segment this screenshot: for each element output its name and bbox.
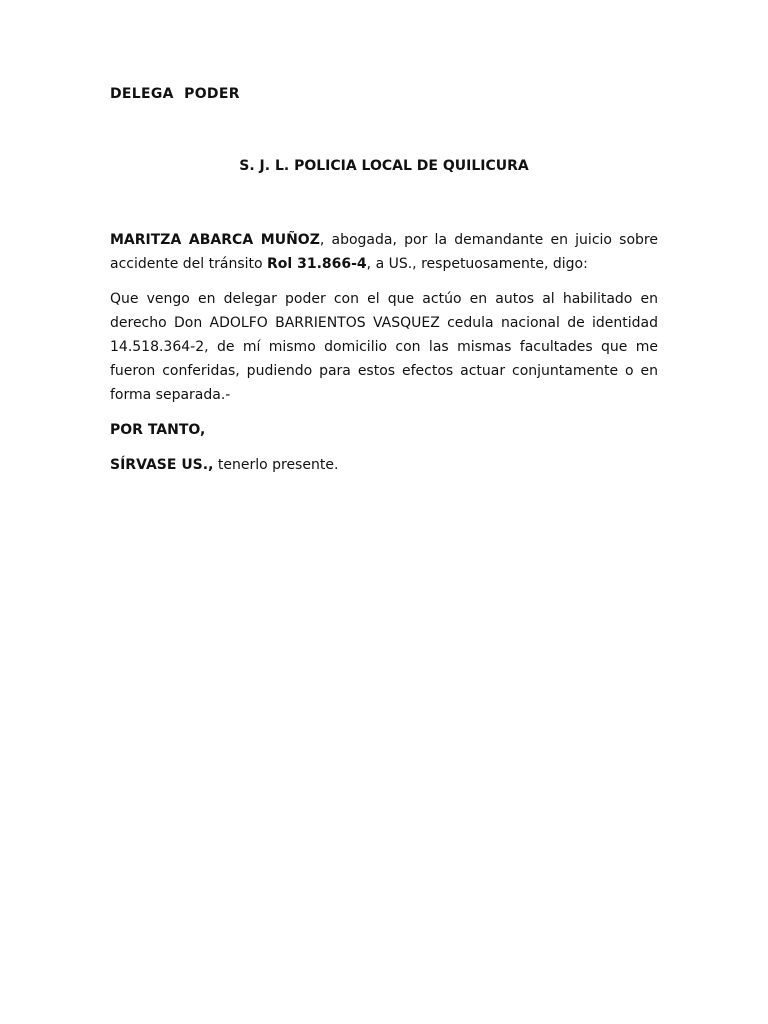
delegation-paragraph: Que vengo en delegar poder con el que actúo en autos al habilitado en derecho Don ADOLFO BARRIENTOS VASQUEZ cedula nacional de identidad 14.518.364-2, de mí mismo domicilio con las mismas facultades que me fueron conferidas, pudiendo para estos efectos actuar conjuntamente o en forma separada.- [110,291,658,403]
intro-paragraph [110,228,658,276]
por-tanto [110,418,658,442]
closing-text: tenerlo presente. [213,457,339,473]
closing-lead: SÍRVASE US., [110,457,214,473]
case-rol: Rol 31.866-4 [267,256,367,272]
por-tanto-label: POR TANTO, [110,422,206,438]
intro-text-a: , abogada, por la demandante en juicio sobre accidente del tránsito [110,232,658,272]
intro-text-b: , a US., respetuosamente, digo: [366,256,588,272]
attorney-name: MARITZA ABARCA MUÑOZ [110,232,320,248]
document-heading: DELEGA PODER [110,86,240,102]
court-addressee: S. J. L. POLICIA LOCAL DE QUILICURA [239,158,529,174]
document-body [110,228,658,488]
closing-paragraph [110,453,658,477]
